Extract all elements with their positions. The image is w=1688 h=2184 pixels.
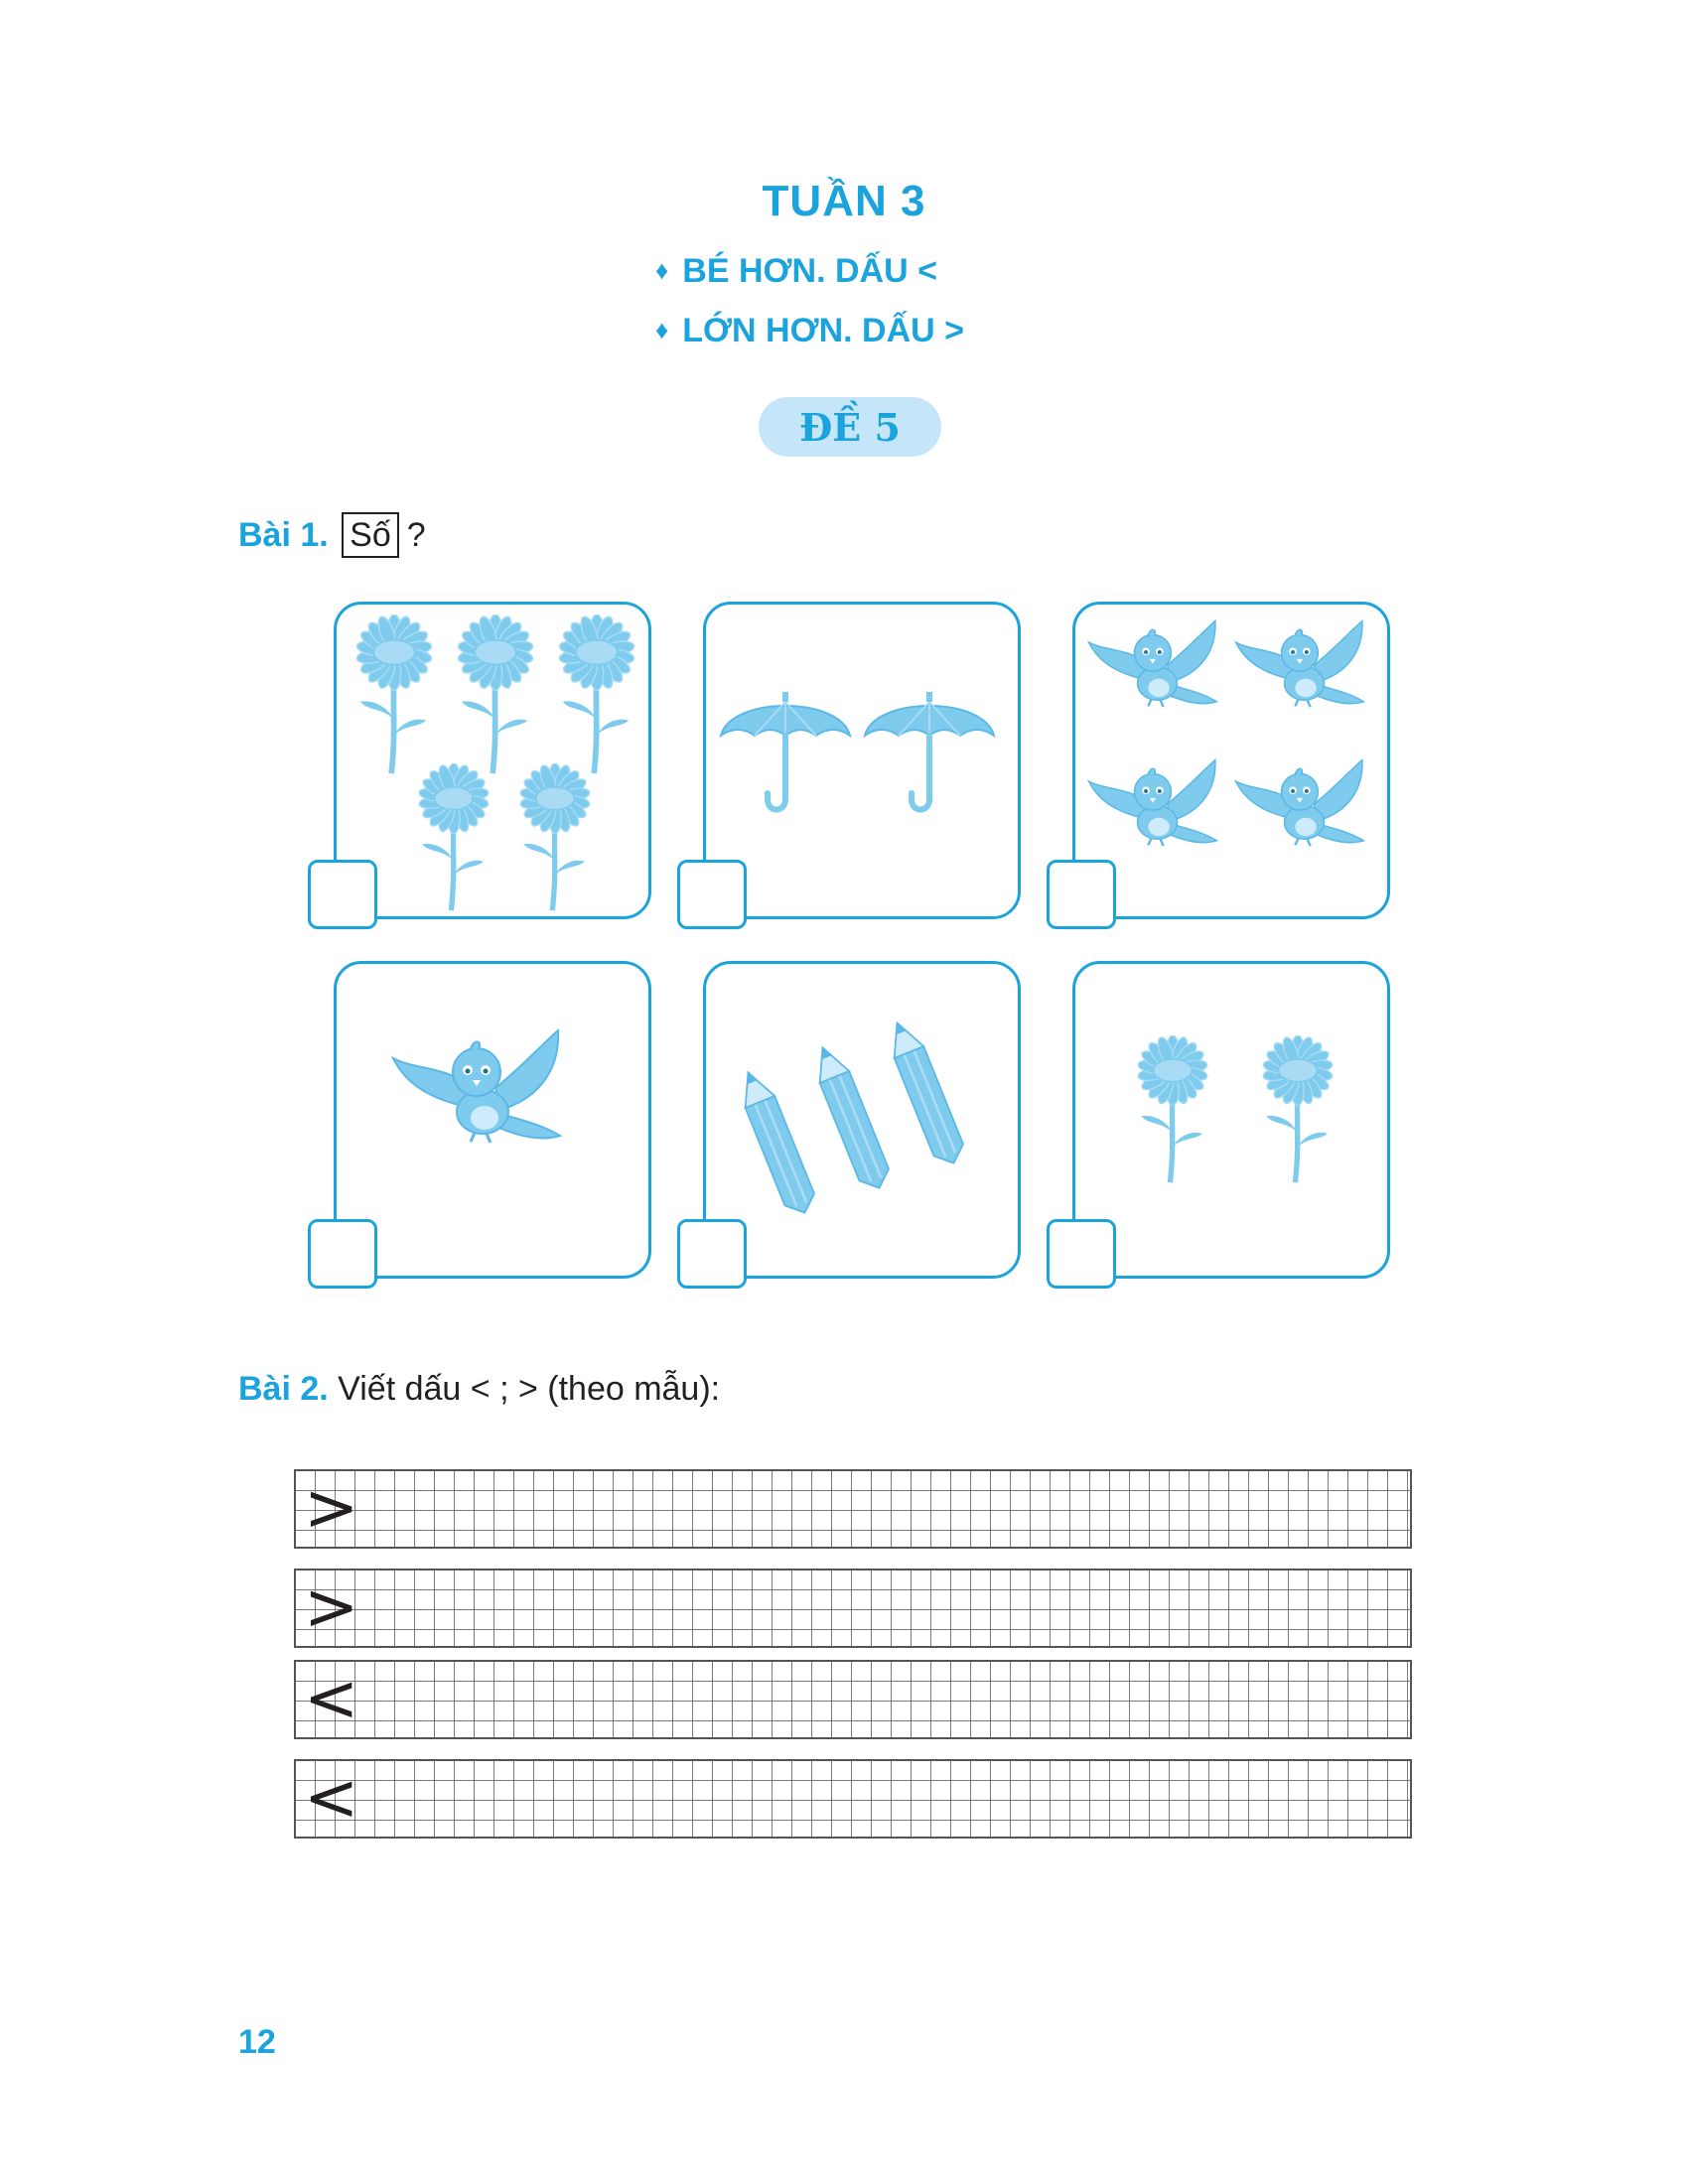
answer-box[interactable] (308, 860, 377, 929)
exercise-1-heading (238, 512, 426, 558)
topic-label: BÉ HƠN. DẤU < (682, 252, 937, 290)
card-bird-1 (334, 961, 651, 1279)
page-title: TUẦN 3 (762, 177, 926, 225)
card-birds-4 (1072, 602, 1390, 919)
bird-icon (1087, 757, 1224, 851)
bird-icon (1087, 618, 1224, 712)
card-umbrellas-2 (703, 602, 1021, 919)
answer-box[interactable] (1047, 1219, 1116, 1289)
umbrella-icon (716, 688, 855, 817)
answer-box[interactable] (1047, 860, 1116, 929)
sample-sign: < (304, 1660, 359, 1736)
bird-icon (1234, 757, 1371, 851)
exercise-instruction: Viết dấu < ; > (theo mẫu): (338, 1370, 721, 1408)
writing-grid-row[interactable] (294, 1759, 1412, 1839)
topic-label: LỚN HƠN. DẤU > (682, 312, 965, 349)
bird-icon (1234, 618, 1371, 712)
exercise-label: Bài 1. (238, 516, 329, 554)
card-pencils-3 (703, 961, 1021, 1279)
card-flowers-5 (334, 602, 651, 919)
topic-less-than (655, 252, 937, 291)
umbrella-icon (860, 688, 999, 817)
answer-box[interactable] (677, 860, 747, 929)
exam-badge: ĐỀ 5 (759, 397, 941, 457)
flower-icon (507, 763, 603, 912)
flower-icon (347, 614, 442, 775)
diamond-bullet-icon: ♦ (655, 255, 669, 285)
sample-sign: > (304, 1569, 359, 1645)
page-number: 12 (238, 2023, 276, 2061)
exercise-2-heading (238, 1370, 720, 1409)
sample-sign: < (304, 1759, 359, 1836)
number-box-word: Số (342, 512, 399, 558)
bird-icon (391, 1028, 570, 1148)
flower-icon (549, 614, 644, 775)
sample-sign: > (304, 1469, 359, 1546)
answer-box[interactable] (677, 1219, 747, 1289)
flower-icon (1125, 1035, 1220, 1184)
answer-box[interactable] (308, 1219, 377, 1289)
flower-icon (448, 614, 543, 775)
question-mark: ? (406, 516, 426, 554)
flower-icon (406, 763, 501, 912)
writing-grid-row[interactable] (294, 1569, 1412, 1648)
topic-greater-than (655, 312, 964, 350)
card-flowers-2 (1072, 961, 1390, 1279)
flower-icon (1250, 1035, 1345, 1184)
diamond-bullet-icon: ♦ (655, 315, 669, 344)
exercise-label: Bài 2. (238, 1370, 329, 1408)
writing-grid-row[interactable] (294, 1469, 1412, 1549)
writing-grid-row[interactable] (294, 1660, 1412, 1739)
